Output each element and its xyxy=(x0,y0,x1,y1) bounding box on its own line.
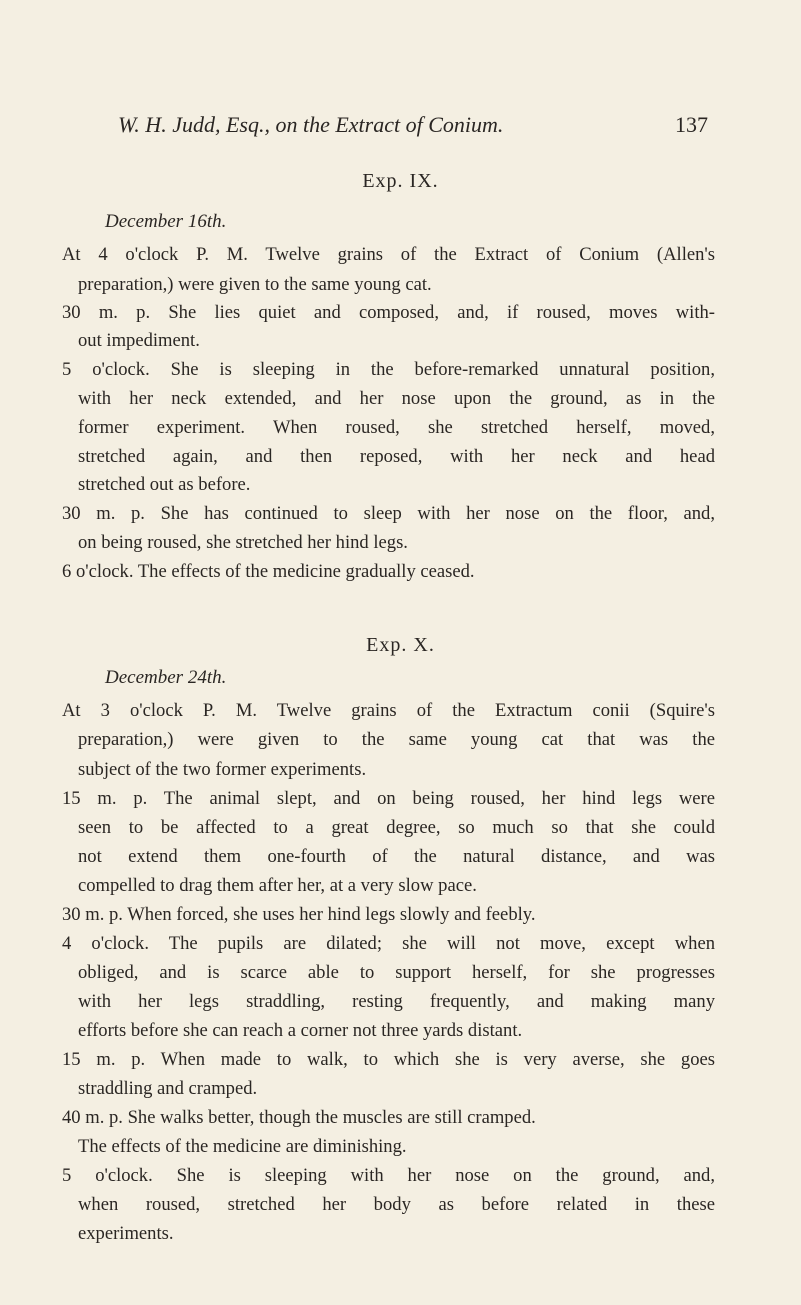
paragraph-line: 40 m. p. She walks better, though the muscles are still cramped. xyxy=(62,1107,536,1128)
paragraph-line: 30 m. p. When forced, she uses her hind legs slowly and feebly. xyxy=(62,904,536,925)
paragraph-line: The effects of the medicine are diminishing. xyxy=(78,1136,407,1157)
running-head xyxy=(118,112,708,142)
paragraph-line: with her neck extended, and her nose upon the ground, as in the xyxy=(78,388,715,409)
paragraph-line: 5 o'clock. She is sleeping with her nose on the ground, and, xyxy=(62,1165,715,1186)
paragraph-line: stretched out as before. xyxy=(78,474,251,495)
page-number: 137 xyxy=(675,112,708,137)
paragraph-line: 4 o'clock. The pupils are dilated; she will not move, except when xyxy=(62,933,715,954)
experiment-10-date: December 24th. xyxy=(105,667,227,688)
paragraph-line: stretched again, and then reposed, with her neck and head xyxy=(78,446,715,467)
running-title: W. H. Judd, Esq., on the Extract of Conium. xyxy=(118,112,504,137)
paragraph-line: 5 o'clock. She is sleeping in the before-remarked unnatural position, xyxy=(62,359,715,380)
paragraph-line: 6 o'clock. The effects of the medicine gradually ceased. xyxy=(62,561,475,582)
paragraph-line: 30 m. p. She has continued to sleep with her nose on the floor, and, xyxy=(62,503,715,524)
paragraph-line: on being roused, she stretched her hind legs. xyxy=(78,532,408,553)
experiment-9-heading: Exp. IX. xyxy=(362,170,439,192)
paragraph-line: 30 m. p. She lies quiet and composed, and, if roused, moves with- xyxy=(62,302,715,323)
paragraph-line: efforts before she can reach a corner not three yards distant. xyxy=(78,1020,523,1041)
paragraph-line: compelled to drag them after her, at a very slow pace. xyxy=(78,875,477,896)
paragraph-line: preparation,) were given to the same young cat that was the xyxy=(78,729,715,750)
paragraph-line: former experiment. When roused, she stretched herself, moved, xyxy=(78,417,715,438)
paragraph-line: At 3 o'clock P. M. Twelve grains of the Extractum conii (Squire's xyxy=(62,700,715,721)
paragraph-line: 15 m. p. When made to walk, to which she is very averse, she goes xyxy=(62,1049,715,1070)
paragraph-line: 15 m. p. The animal slept, and on being roused, her hind legs were xyxy=(62,788,715,809)
paragraph-line: obliged, and is scarce able to support herself, for she progresses xyxy=(78,962,715,983)
paragraph-line: At 4 o'clock P. M. Twelve grains of the Extract of Conium (Allen's xyxy=(62,244,715,265)
paragraph-line: with her legs straddling, resting frequently, and making many xyxy=(78,991,715,1012)
paragraph-line: preparation,) were given to the same young cat. xyxy=(78,274,432,295)
paragraph-line: experiments. xyxy=(78,1223,174,1244)
experiment-9-date: December 16th. xyxy=(105,211,227,232)
paragraph-line: subject of the two former experiments. xyxy=(78,759,367,780)
paragraph-line: when roused, stretched her body as before related in these xyxy=(78,1194,715,1215)
paragraph-line: straddling and cramped. xyxy=(78,1078,258,1099)
experiment-10-heading: Exp. X. xyxy=(366,634,435,656)
paragraph-line: not extend them one-fourth of the natural distance, and was xyxy=(78,846,715,867)
paragraph-line: out impediment. xyxy=(78,330,200,351)
paragraph-line: seen to be affected to a great degree, so much so that she could xyxy=(78,817,715,838)
